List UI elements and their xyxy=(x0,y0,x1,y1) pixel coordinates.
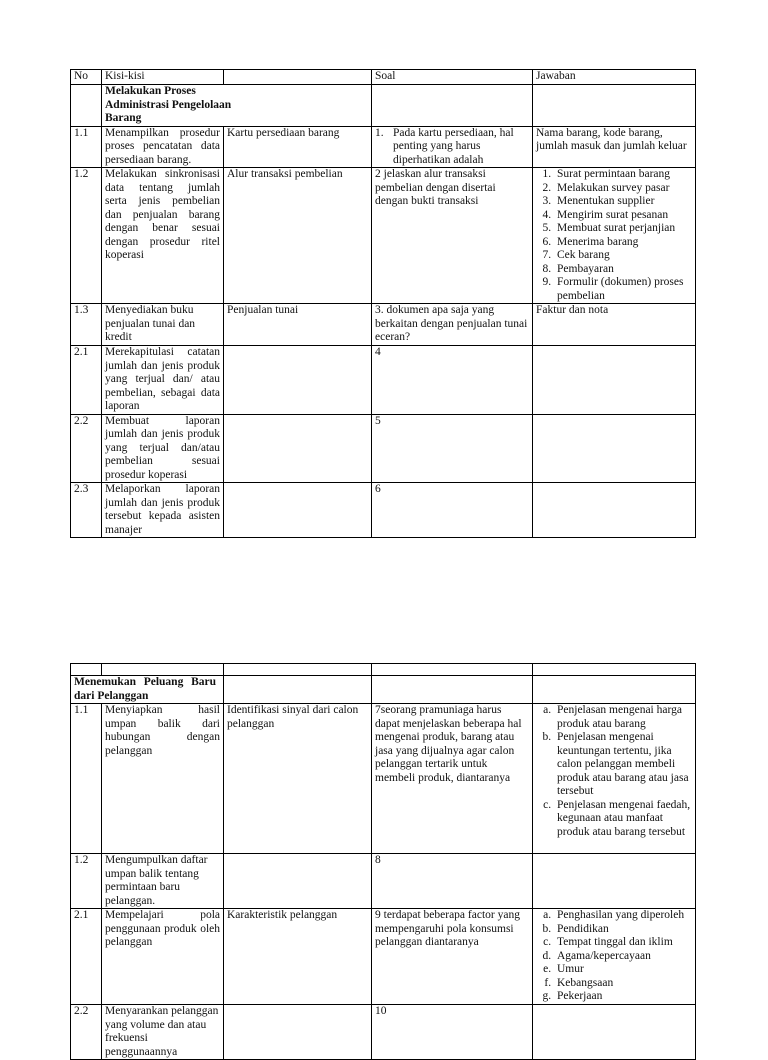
row-no: 2.1 xyxy=(71,909,102,1005)
row-jawaban xyxy=(533,483,696,538)
jawaban-list xyxy=(536,909,692,1004)
section-title xyxy=(71,676,224,704)
header-row xyxy=(71,664,696,676)
row-no: 1.1 xyxy=(71,704,102,854)
row-kisi: Melaporkan laporan jumlah dan jenis produk tersebut kepada asisten manajer xyxy=(102,483,224,538)
table-row xyxy=(71,483,696,538)
table-row xyxy=(71,704,696,854)
list-item: 4. Mengirim surat pesanan xyxy=(554,209,692,223)
row-no: 2.2 xyxy=(71,1005,102,1060)
section-no xyxy=(71,85,102,127)
jawaban-list xyxy=(536,168,692,303)
list-item: a. Penghasilan yang diperoleh xyxy=(554,909,692,923)
row-topic xyxy=(224,346,372,415)
row-jawaban xyxy=(533,704,696,854)
list-item: b. Penjelasan mengenai keuntungan tertentu, jika calon pelanggan membeli produk atau barang atau jasa tersebut xyxy=(554,731,692,799)
row-topic xyxy=(224,1005,372,1060)
list-item: 6. Menerima barang xyxy=(554,236,692,250)
row-no: 1.2 xyxy=(71,168,102,304)
row-kisi: Mempelajari pola penggunaan produk oleh pelanggan xyxy=(102,909,224,1005)
row-kisi: Melakukan sinkronisasi data tentang jumlah serta jenis pembelian dan penjualan barang dengan benar sesuai dengan prosedur ritel koperasi xyxy=(102,168,224,304)
row-jawaban xyxy=(533,854,696,909)
row-kisi: Menyiapkan hasil umpan balik dari hubungan dengan pelanggan xyxy=(102,704,224,854)
row-kisi: Menyediakan buku penjualan tunai dan kredit xyxy=(102,304,224,346)
row-no: 1.3 xyxy=(71,304,102,346)
list-item: a. Penjelasan mengenai harga produk atau barang xyxy=(554,704,692,731)
header-kisi xyxy=(102,664,224,676)
list-item: b. Pendidikan xyxy=(554,923,692,937)
header-no xyxy=(71,664,102,676)
row-topic xyxy=(224,854,372,909)
section-title-text: Melakukan Proses Administrasi Pengelolaan Barang xyxy=(105,85,255,126)
kisi-kisi-table-1 xyxy=(70,69,696,538)
row-topic: Karakteristik pelanggan xyxy=(224,909,372,1005)
list-item: f. Kebangsaan xyxy=(554,977,692,991)
row-no: 2.1 xyxy=(71,346,102,415)
row-topic: Penjualan tunai xyxy=(224,304,372,346)
row-soal: 7seorang pramuniaga harus dapat menjelaskan beberapa hal mengenai produk, barang atau jasa yang dijualnya agar calon pelanggan tertarik untuk membeli produk, diantaranya xyxy=(372,704,533,854)
list-item: 5. Membuat surat perjanjian xyxy=(554,222,692,236)
row-no: 2.3 xyxy=(71,483,102,538)
row-topic: Kartu persediaan barang xyxy=(224,126,372,168)
row-kisi: Merekapitulasi catatan jumlah dan jenis produk yang terjual dan/ atau pembelian, sebagai data laporan xyxy=(102,346,224,415)
row-soal: 8 xyxy=(372,854,533,909)
row-soal: 5 xyxy=(372,414,533,483)
row-jawaban xyxy=(533,1005,696,1060)
list-item: 2. Melakukan survey pasar xyxy=(554,182,692,196)
row-topic xyxy=(224,414,372,483)
row-no: 1.2 xyxy=(71,854,102,909)
row-jawaban xyxy=(533,909,696,1005)
section-row xyxy=(71,676,696,704)
section-jawaban xyxy=(533,85,696,127)
row-soal: 9 terdapat beberapa factor yang mempengaruhi pola konsumsi pelanggan diantaranya xyxy=(372,909,533,1005)
header-blank xyxy=(224,70,372,85)
section-soal xyxy=(372,676,533,704)
row-jawaban: Faktur dan nota xyxy=(533,304,696,346)
row-soal: 6 xyxy=(372,483,533,538)
table-row xyxy=(71,414,696,483)
row-soal: 3. dokumen apa saja yang berkaitan dengan penjualan tunai eceran? xyxy=(372,304,533,346)
table-row xyxy=(71,346,696,415)
row-topic xyxy=(224,483,372,538)
section-soal xyxy=(372,85,533,127)
section-row xyxy=(71,85,696,127)
row-kisi: Mengumpulkan daftar umpan balik tentang permintaan baru pelanggan. xyxy=(102,854,224,909)
row-topic: Alur transaksi pembelian xyxy=(224,168,372,304)
row-no: 1.1 xyxy=(71,126,102,168)
table-row xyxy=(71,126,696,168)
row-soal: 4 xyxy=(372,346,533,415)
table-row xyxy=(71,854,696,909)
table-row xyxy=(71,304,696,346)
list-item: 9. Formulir (dokumen) proses pembelian xyxy=(554,276,692,303)
header-soal xyxy=(372,664,533,676)
list-item: c. Tempat tinggal dan iklim xyxy=(554,936,692,950)
list-item: 8. Pembayaran xyxy=(554,263,692,277)
section-jawaban xyxy=(533,676,696,704)
header-row xyxy=(71,70,696,85)
list-item: 3. Menentukan supplier xyxy=(554,195,692,209)
soal-numbered xyxy=(375,127,529,168)
header-soal: Soal xyxy=(372,70,533,85)
kisi-kisi-table-2 xyxy=(70,663,696,1060)
header-no: No xyxy=(71,70,102,85)
row-topic: Identifikasi sinyal dari calon pelanggan xyxy=(224,704,372,854)
header-jawaban: Jawaban xyxy=(533,70,696,85)
row-jawaban: Nama barang, kode barang, jumlah masuk dan jumlah keluar xyxy=(533,126,696,168)
row-kisi: Menampilkan prosedur proses pencatatan data persediaan barang. xyxy=(102,126,224,168)
soal-number: 1. xyxy=(375,126,384,139)
list-item: 7. Cek barang xyxy=(554,249,692,263)
row-jawaban xyxy=(533,414,696,483)
list-item: c. Penjelasan mengenai faedah, kegunaan atau manfaat produk atau barang tersebut xyxy=(554,799,692,840)
list-item: e. Umur xyxy=(554,963,692,977)
list-item: d. Agama/kepercayaan xyxy=(554,950,692,964)
row-jawaban xyxy=(533,168,696,304)
section-topic xyxy=(224,676,372,704)
jawaban-list xyxy=(536,704,692,839)
row-no: 2.2 xyxy=(71,414,102,483)
table-row xyxy=(71,168,696,304)
soal-text: Pada kartu persediaan, hal penting yang harus diperhatikan adalah xyxy=(393,126,514,166)
row-jawaban xyxy=(533,346,696,415)
row-kisi: Membuat laporan jumlah dan jenis produk yang terjual dan/atau pembelian sesuai prosedur koperasi xyxy=(102,414,224,483)
row-soal: 2 jelaskan alur transaksi pembelian dengan disertai dengan bukti transaksi xyxy=(372,168,533,304)
row-soal xyxy=(372,126,533,168)
table-row xyxy=(71,1005,696,1060)
header-blank xyxy=(224,664,372,676)
row-kisi: Menyarankan pelanggan yang volume dan atau frekuensi penggunaannya xyxy=(102,1005,224,1060)
list-item: g. Pekerjaan xyxy=(554,990,692,1004)
header-kisi: Kisi-kisi xyxy=(102,70,224,85)
table-row xyxy=(71,909,696,1005)
row-soal: 10 xyxy=(372,1005,533,1060)
header-jawaban xyxy=(533,664,696,676)
list-item: 1. Surat permintaan barang xyxy=(554,168,692,182)
section-title xyxy=(102,85,232,127)
section-title-text: Menemukan Peluang Baru dari Pelanggan xyxy=(74,676,216,702)
